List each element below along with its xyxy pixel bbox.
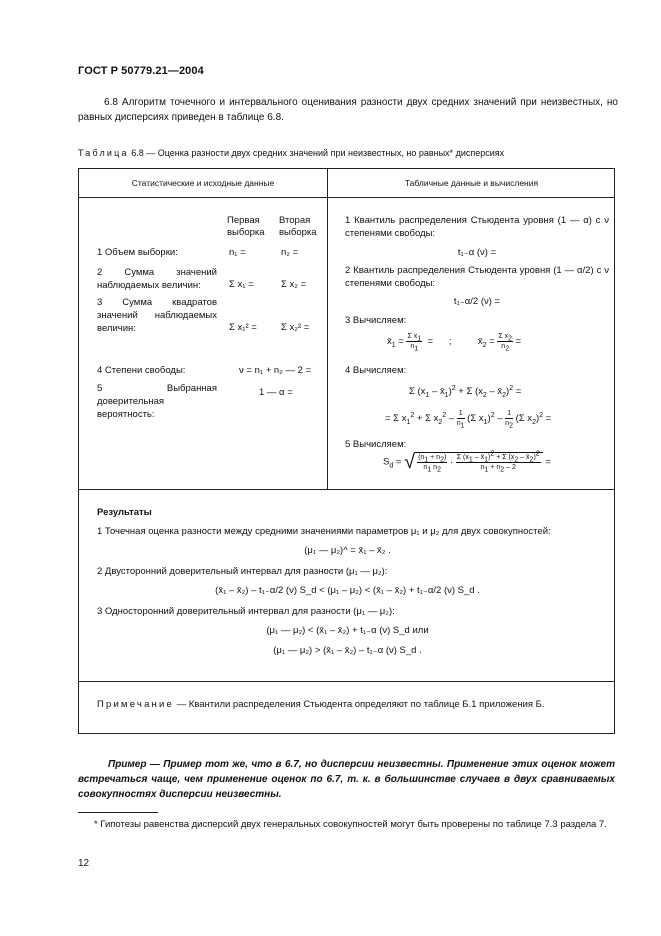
result-3-text: 3 Односторонний доверительный интервал для разности (μ₁ — μ₂):	[97, 606, 395, 617]
step-3-text: 3 Вычисляем:	[345, 315, 407, 326]
row-2-value-1: Σ x₁ =	[229, 279, 254, 290]
results-title: Результаты	[97, 507, 152, 518]
result-2-text: 2 Двусторонний доверительный интервал для разности (μ₁ — μ₂):	[97, 566, 388, 577]
table-caption	[78, 147, 618, 159]
first-sample-header: Первая выборка	[227, 215, 265, 238]
row-5-label: 5 Выбранная доверительная вероятность:	[97, 383, 217, 420]
step-2-text: 2 Квантиль распределения Стьюдента уровня (1 — α/2) с ν степенями свободы:	[345, 265, 609, 289]
row-1-label: 1 Объем выборки:	[97, 247, 178, 258]
row-3-label: 3 Сумма квадратов значений наблюдаемых величин:	[97, 297, 217, 334]
right-column-header: Табличные данные и вычисления	[404, 178, 539, 188]
result-1-text: 1 Точечная оценка разности между средними значениями параметров μ₁ и μ₂ для двух совокупностей:	[97, 526, 551, 537]
table-note	[97, 699, 607, 712]
row-1-value-2: n₂ =	[281, 247, 299, 258]
example-paragraph: Пример — Пример тот же, что в 6.7, но дисперсии неизвестны. Применение этих оценок может встречаться чаще, чем применение оценок по 6.7, т. к. в большинстве случаев в двух сравниваемых совокупностях дисперсии неизвестны.	[78, 759, 615, 800]
note-divider	[79, 681, 614, 682]
results-divider	[79, 489, 614, 490]
row-1-value-1: n₁ =	[229, 247, 246, 258]
step-5-formula: $S_d$ = √ $\frac{(n_1 + n_2)}{n_1 n_2}$ · $\frac{\Sigma (x_1 - x̄_1)^2 + \Sigma (x_2 - x̄_2)^2}{n_1 + n_2 - 2}$ =	[383, 450, 551, 474]
step-4-formula-1: Σ ($x_1$ – $x̄_1)^2 + \Sigma$ ($x_2$ – $x̄_2)^2$ =	[409, 384, 522, 399]
footnote-rule	[78, 812, 158, 813]
row-2-value-2: Σ x₂ =	[281, 279, 307, 290]
step-1-formula: t₁₋α (ν) =	[457, 247, 497, 258]
step-2-formula: t₁₋α/2 (ν) =	[453, 296, 501, 307]
intro-paragraph: 6.8 Алгоритм точечного и интервального оценивания разности двух средних значений при неизвестных, но равных дисперсиях приведен в таблице 6.8.	[78, 97, 618, 123]
row-4-value: ν = n₁ + n₂ — 2 =	[239, 365, 312, 376]
result-2-formula: (x̄₁ – x̄₂) – t₁₋α/2 (ν) S_d < (μ₁ – μ₂) < (x̄₁ – x̄₂) + t₁₋α/2 (ν) S_d .	[215, 585, 480, 596]
caption-text: 6.8 — Оценка разности двух средних значений при неизвестных, но равных* дисперсиях	[128, 148, 505, 158]
column-divider	[327, 169, 328, 489]
note-word: Примечание	[97, 699, 174, 710]
table-6-8	[78, 168, 615, 734]
step-4-formula-2: = Σ $x_1^2 + \Sigma$ $x_2^2$ – $\frac{1}{n_1}$ (Σ $x_1)^2$ – $\frac{1}{n_2}$ (Σ $x_2)^2$ =	[385, 410, 552, 430]
step-3-formula: $x̄_1$ = $\frac{\Sigma x_1}{n_1}$ = ; $x̄_2$ = $\frac{\Sigma x_2}{n_2}$ =	[387, 333, 522, 353]
step-1-text: 1 Квантиль распределения Стьюдента уровня (1 — α) с ν степенями свободы:	[345, 215, 609, 239]
caption-word: Таблица	[78, 148, 129, 158]
row-4-label: 4 Степени свободы:	[97, 365, 186, 376]
result-1-formula: (μ₁ — μ₂)^ = x̄₁ – x̄₂ .	[304, 545, 391, 556]
document-code: ГОСТ Р 50779.21—2004	[78, 65, 204, 77]
page-number: 12	[78, 858, 90, 869]
step-5-text: 5 Вычисляем:	[345, 439, 407, 450]
row-3-value-2: Σ x₂² =	[281, 322, 310, 333]
header-divider	[79, 197, 614, 198]
row-5-value: 1 — α =	[259, 387, 293, 398]
step-4-text: 4 Вычисляем:	[345, 365, 407, 376]
left-column-header: Статистические и исходные данные	[131, 178, 275, 188]
second-sample-header: Вторая выборка	[279, 215, 317, 238]
result-3-formula-2: (μ₁ — μ₂) > (x̄₁ – x̄₂) – t₁₋α (ν) S_d .	[273, 645, 422, 656]
row-3-value-1: Σ x₁² =	[229, 322, 257, 333]
footnote: * Гипотезы равенства дисперсий двух генеральных совокупностей могут быть проверены по таблице 7.3 раздела 7.	[94, 819, 607, 830]
row-2-label: 2 Сумма значений наблюдаемых величин:	[97, 267, 217, 291]
note-text: — Квантили распределения Стьюдента определяют по таблице Б.1 приложения Б.	[174, 699, 545, 710]
result-3-formula-1: (μ₁ — μ₂) < (x̄₁ – x̄₂) + t₁₋α (ν) S_d или	[266, 625, 429, 636]
